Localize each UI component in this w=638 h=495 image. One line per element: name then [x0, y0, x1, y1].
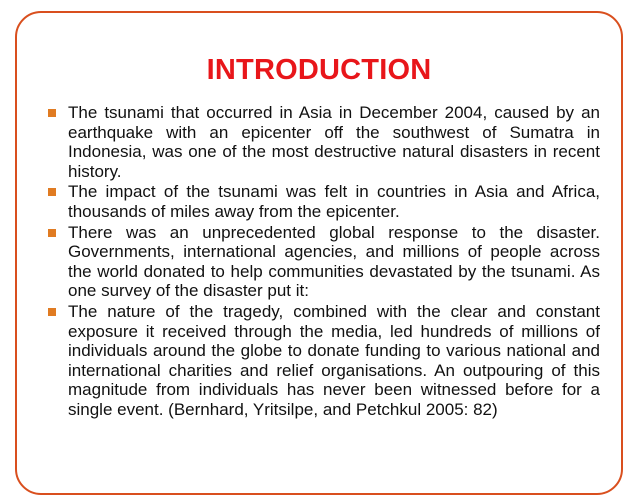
bullet-item: [48, 302, 600, 420]
bullet-item: [48, 223, 600, 301]
bullet-text: There was an unprecedented global response to the disaster. Governments, international agencies, and millions of people across the world donated to help communities devastated by the tsunami. As one survey of the disaster put it:: [68, 222, 600, 301]
slide-title: INTRODUCTION: [206, 54, 432, 86]
square-bullet-icon: [48, 229, 56, 237]
bullet-list: [48, 103, 600, 420]
bullet-text: The impact of the tsunami was felt in countries in Asia and Africa, thousands of miles away from the epicenter.: [68, 182, 600, 221]
bullet-text: The nature of the tragedy, combined with the clear and constant exposure it received through the media, led hundreds of millions of individuals around the globe to donate funding to various national and international charities and relief organisations. An outpouring of this magnitude from individuals has never been witnessed before for a single event. (Bernhard, Yritsilpe, and Petchkul 2005: 82): [68, 301, 600, 419]
square-bullet-icon: [48, 308, 56, 316]
square-bullet-icon: [48, 109, 56, 117]
square-bullet-icon: [48, 188, 56, 196]
bullet-text: The tsunami that occurred in Asia in December 2004, caused by an earthquake with an epicenter off the southwest of Sumatra in Indonesia, was one of the most destructive natural disasters in recent history.: [68, 103, 600, 181]
bullet-item: [48, 103, 600, 181]
bullet-item: [48, 182, 600, 221]
